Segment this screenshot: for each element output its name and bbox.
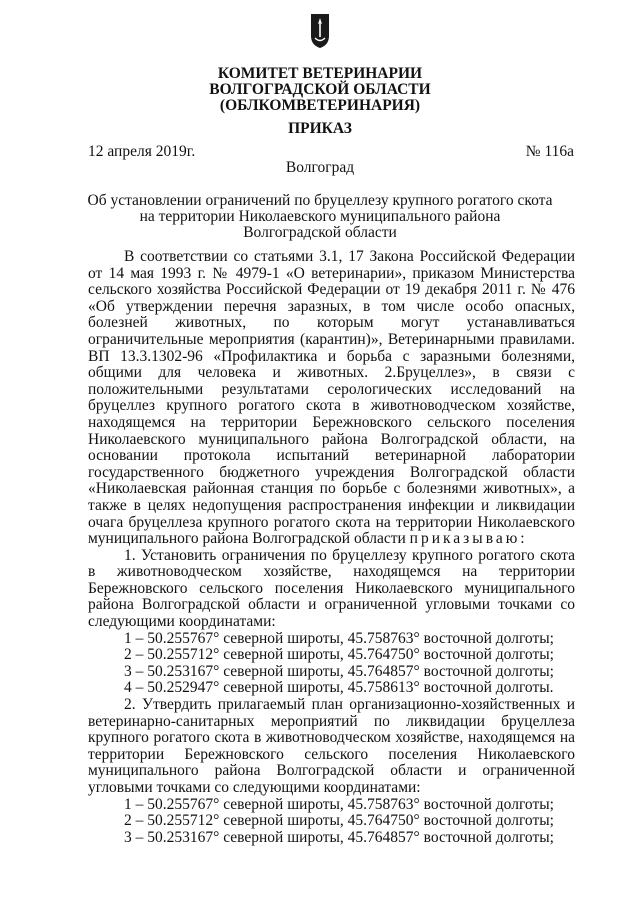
committee-name-line2: ВОЛГОГРАДСКОЙ ОБЛАСТИ [209,81,431,98]
coordinate-line: 3 – 50.253167° северной широты, 45.764857° восточной долготы; [124,662,554,680]
preamble-text: В соответствии со статьями 3.1, 17 Закона Российской Федерации от 14 мая 1993 г. № 4979-1 «О ветеринарии», приказом Министерства сельского хозяйства Российской Федерации от 19 декабря 2011 г. № 476 «Об утверждении перечня заразных, в том числе особо опасных, болезней животных, по которым могут устанавливаться ограничительные мероприятия (карантин)», Ветеринарными правилами. ВП 13.3.1302-96 «Профилактика и борьба с заразными болезнями, общими для человека и животных. 2.Бруцеллез», в связи с положительными результатами серологических исследований на бруцеллез крупного рогатого скота в животноводческом хозяйстве, находящемся на территории Бережновского сельского поселения Николаевского муниципального района Волгоградской области, на основании протокола испытаний ветеринарной лаборатории государственного бюджетного учреждения Волгоградской области «Николаевская районная станция по борьбе с болезнями животных», а также в целях недопущения распространения инфекции и ликвидации очага бруцеллеза крупного рогатого скота на территории Николаевского муниципального района Волгоградской области [88,248,575,548]
document-city: Волгоград [285,159,355,176]
committee-name-line1: КОМИТЕТ ВЕТЕРИНАРИИ [217,65,423,82]
document-date: 12 апреля 2019г. [88,143,196,160]
title-line3: Волгоградской области [243,224,397,241]
command-word: приказываю: [409,530,528,548]
coordinate-line: 4 – 50.252947° северной широты, 45.758613° восточной долготы. [124,679,554,697]
title-line1: Об установлении ограничений по бруцеллезу крупного рогатого скота [87,192,553,209]
coordinate-line: 2 – 50.255712° северной широты, 45.764750° восточной долготы; [124,646,554,664]
item-1-paragraph: 1. Установить ограничения по бруцеллезу крупного рогатого скота в животноводческом хозяйстве, находящемся на территории Бережновского сельского поселения Николаевского муниципального района Волгоградской области и ограниченной угловыми точками со следующими координатами: [88,546,575,631]
coordinate-line: 1 – 50.255767° северной широты, 45.758763° восточной долготы; [124,629,554,647]
title-line2: на территории Николаевского муниципального района [139,208,501,225]
document-body [88,249,575,846]
coat-of-arms-icon [309,12,331,50]
preamble-paragraph [88,249,575,548]
document-type: ПРИКАЗ [288,120,352,137]
document-number: № 116а [525,143,574,160]
coordinate-line: 2 – 50.255712° северной широты, 45.764750° восточной долготы; [124,812,554,830]
committee-name-line3: (ОБЛКОМВЕТЕРИНАРИЯ) [219,97,421,114]
coordinate-line: 3 – 50.253167° северной широты, 45.764857° восточной долготы; [124,828,554,846]
item-2-paragraph: 2. Утвердить прилагаемый план организационно-хозяйственных и ветеринарно-санитарных мероприятий по ликвидации бруцеллеза крупного рогатого скота в животноводческом хозяйстве, находящемся на территории Бережновского сельского поселения Николаевского муниципального района Волгоградской области и ограниченной угловыми точками со следующими координатами: [88,696,575,796]
coordinate-line: 1 – 50.255767° северной широты, 45.758763° восточной долготы; [124,795,554,813]
